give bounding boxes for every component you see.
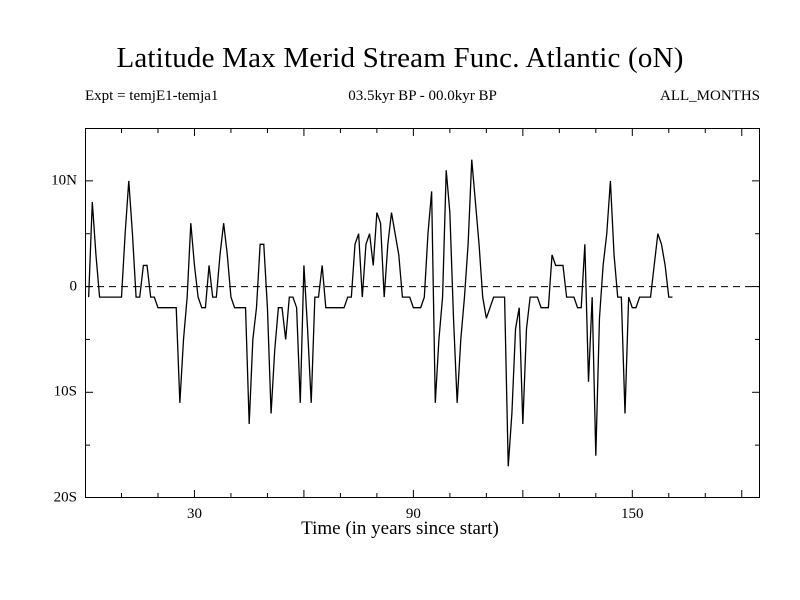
chart-svg <box>85 128 760 498</box>
x-tick-label: 90 <box>405 506 421 522</box>
months-label: ALL_MONTHS <box>660 88 760 104</box>
subheader <box>85 88 760 108</box>
plot-area <box>51 128 760 522</box>
x-tick-label: 30 <box>186 506 202 522</box>
y-tick-label: 0 <box>69 278 77 295</box>
period-label: 03.5kyr BP - 00.0kyr BP <box>348 88 497 104</box>
y-tick-label: 10S <box>53 383 77 400</box>
y-tick-label: 20S <box>53 489 77 506</box>
x-tick-label: 150 <box>621 506 644 522</box>
y-tick-label: 10N <box>51 172 77 189</box>
experiment-label: Expt = temjE1-temja1 <box>85 88 219 104</box>
x-axis-label: Time (in years since start) <box>301 518 499 539</box>
data-series-line <box>89 160 673 467</box>
page-title: Latitude Max Merid Stream Func. Atlantic (oN) <box>116 42 684 74</box>
